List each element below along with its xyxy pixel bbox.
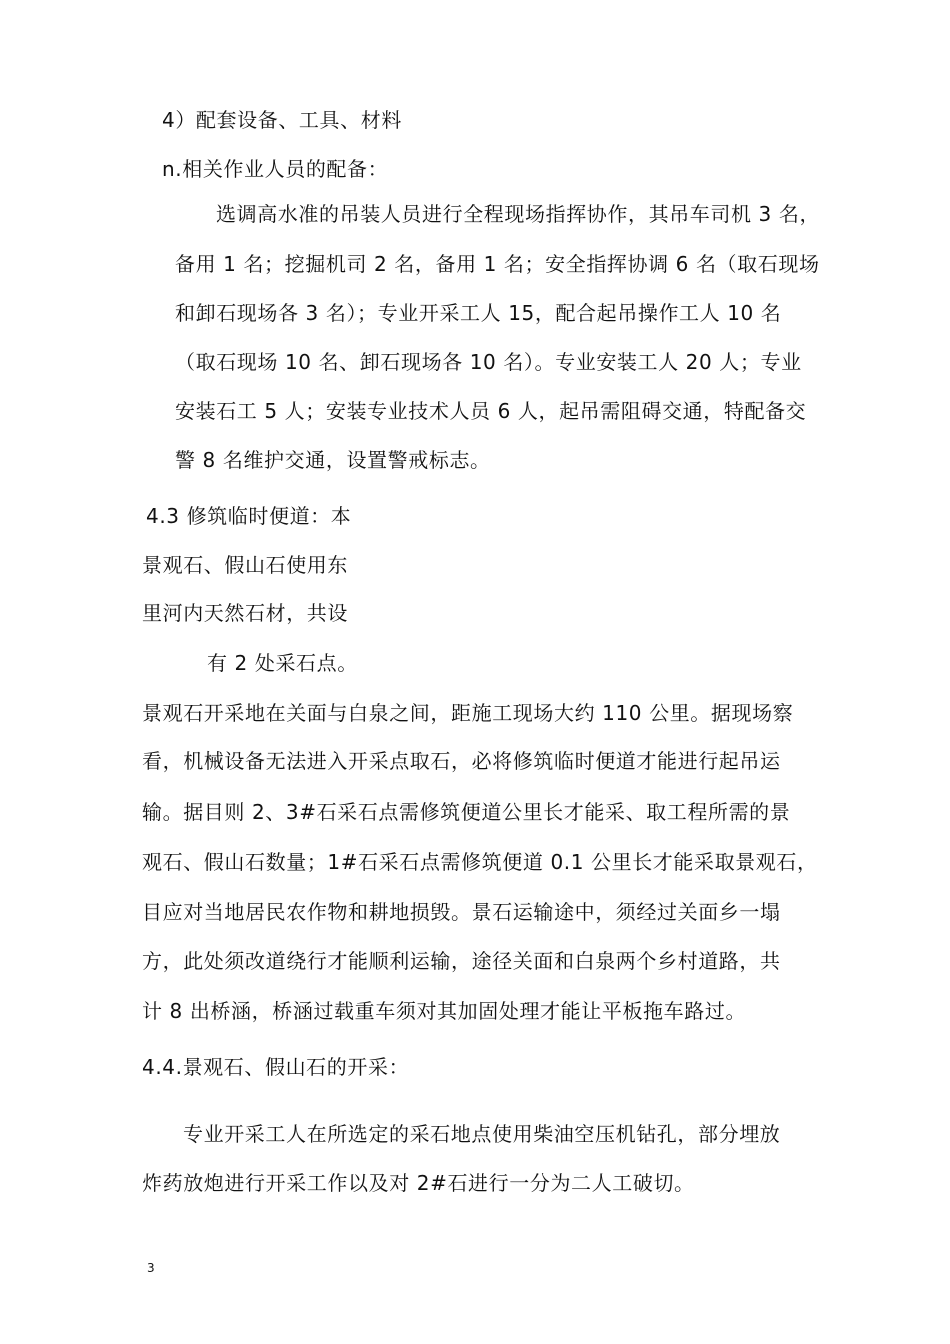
road-line: 看，机械设备无法进入开采点取石，必将修筑临时便道才能进行起吊运 [142,749,781,773]
section-heading-4-4: 4.4.景观石、假山石的开采： [142,1055,410,1079]
page-number: 3 [147,1261,155,1275]
staff-line: （取石现场 10 名、卸石现场各 10 名）。专业安装工人 20 人；专业 [175,350,802,374]
quarry-line: 炸药放炮进行开采工作以及对 2#石进行一分为二人工破切。 [142,1171,695,1195]
road-line: 计 8 出桥涵，桥涵过载重车须对其加固处理才能让平板拖车路过。 [142,999,747,1023]
road-line: 观石、假山石数量；1#石采石点需修筑便道 0.1 公里长才能采取景观石， [142,850,818,874]
subheading-staffing: n.相关作业人员的配备： [162,157,389,181]
staff-line: 安装石工 5 人；安装专业技术人员 6 人，起吊需阻碍交通，特配备交 [175,399,807,423]
quarry-line: 专业开采工人在所选定的采石地点使用柴油空压机钻孔，部分埋放 [183,1122,781,1146]
staff-line: 选调高水准的吊装人员进行全程现场指挥协作，其吊车司机 3 名， [216,202,821,226]
staff-line: 和卸石现场各 3 名）；专业开采工人 15，配合起吊操作工人 10 名 [175,301,782,325]
staff-line: 警 8 名维护交通，设置警戒标志。 [175,448,491,472]
road-line: 景观石开采地在关面与白泉之间，距施工现场大约 110 公里。据现场察 [142,701,794,725]
section-4-3-line: 有 2 处采石点。 [207,651,358,675]
road-line: 目应对当地居民农作物和耕地损毁。景石运输途中，须经过关面乡一塌 [142,900,781,924]
section-heading-4-3: 4.3 修筑临时便道：本 [146,504,352,528]
road-line: 方，此处须改道绕行才能顺利运输，途径关面和白泉两个乡村道路，共 [142,949,781,973]
road-line: 输。据目则 2、3#石采石点需修筑便道公里长才能采、取工程所需的景 [142,800,791,824]
section-4-3-line: 里河内天然石材，共设 [142,601,348,625]
section-4-3-line: 景观石、假山石使用东 [142,553,348,577]
section-heading-4: 4）配套设备、工具、材料 [162,108,402,132]
staff-line: 备用 1 名；挖掘机司 2 名，备用 1 名；安全指挥协调 6 名（取石现场 [175,252,820,276]
